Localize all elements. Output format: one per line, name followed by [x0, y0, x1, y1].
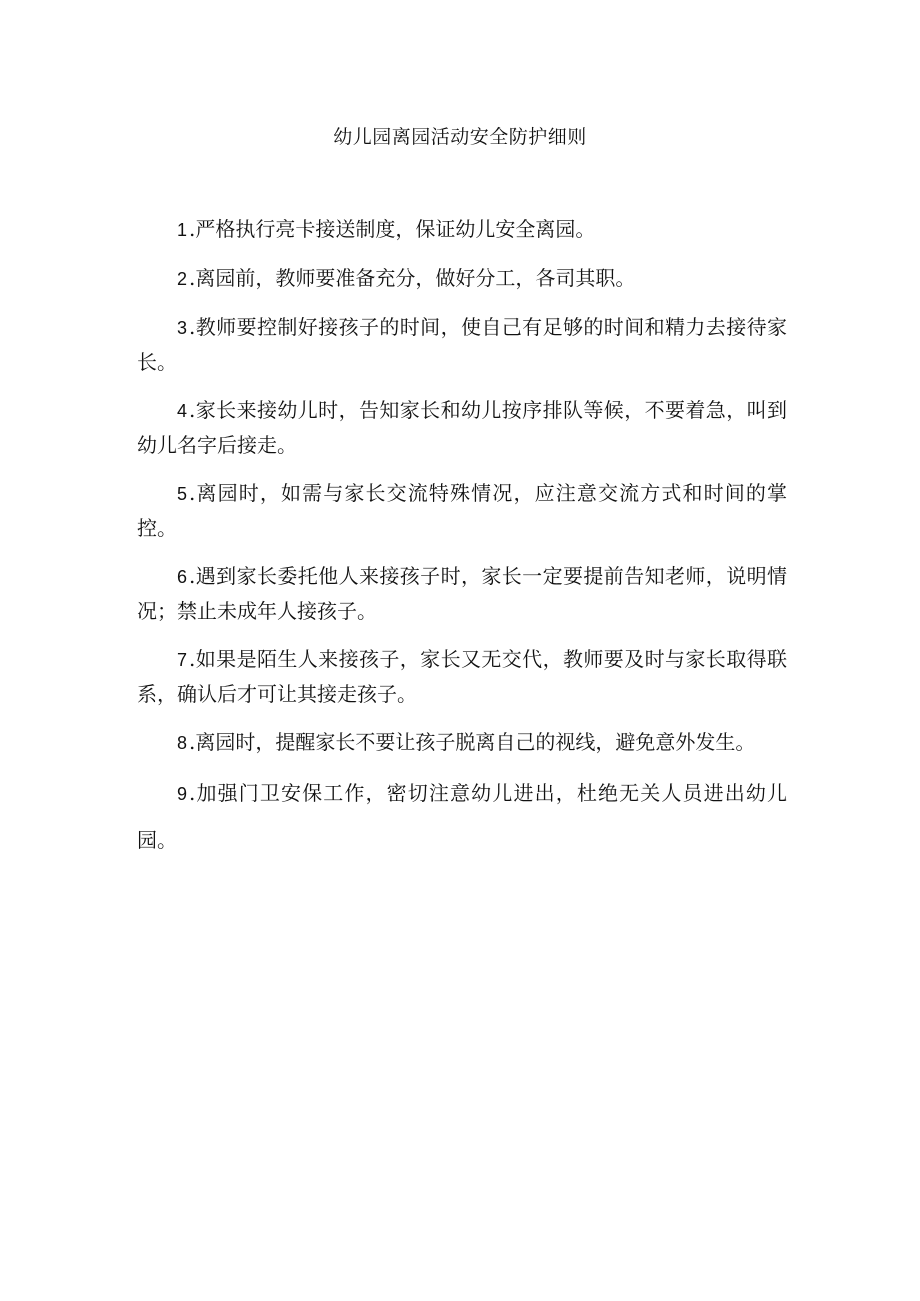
rule-text: .加强门卫安保工作，密切注意幼儿进出，杜绝无关人员进出幼儿园。: [137, 781, 787, 852]
rules-list: [137, 212, 787, 877]
rule-number: 2: [177, 269, 188, 289]
rule-number: 6: [177, 567, 188, 587]
rule-text: .离园前，教师要准备充分，做好分工，各司其职。: [189, 266, 636, 290]
rule-item-4: [137, 393, 787, 462]
rule-number: 3: [177, 318, 188, 338]
rule-number: 5: [177, 484, 188, 504]
rule-item-7: [137, 642, 787, 711]
rule-number: 8: [177, 733, 188, 753]
rule-text: .严格执行亮卡接送制度，保证幼儿安全离园。: [189, 217, 596, 241]
rule-number: 7: [177, 650, 188, 670]
rule-text: .离园时，提醒家长不要让孩子脱离自己的视线，避免意外发生。: [189, 730, 756, 754]
rule-number: 9: [177, 784, 188, 804]
rule-item-2: [137, 261, 787, 296]
rule-item-1: [137, 212, 787, 247]
rule-text: .家长来接幼儿时，告知家长和幼儿按序排队等候，不要着急，叫到幼儿名字后接走。: [137, 398, 787, 457]
document-title: 幼儿园离园活动安全防护细则: [333, 126, 587, 148]
rule-number: 4: [177, 401, 188, 421]
rule-item-9: [137, 770, 787, 863]
rule-item-3: [137, 310, 787, 379]
rule-text: .教师要控制好接孩子的时间，使自己有足够的时间和精力去接待家长。: [137, 315, 787, 374]
rule-text: .遇到家长委托他人来接孩子时，家长一定要提前告知老师，说明情况；禁止未成年人接孩子。: [137, 564, 787, 623]
rule-item-6: [137, 559, 787, 628]
rule-item-8: [137, 725, 787, 760]
rule-number: 1: [177, 220, 188, 240]
rule-item-5: [137, 476, 787, 545]
rule-text: .如果是陌生人来接孩子，家长又无交代，教师要及时与家长取得联系，确认后才可让其接走孩子。: [137, 647, 787, 706]
rule-text: .离园时，如需与家长交流特殊情况，应注意交流方式和时间的掌控。: [137, 481, 787, 540]
